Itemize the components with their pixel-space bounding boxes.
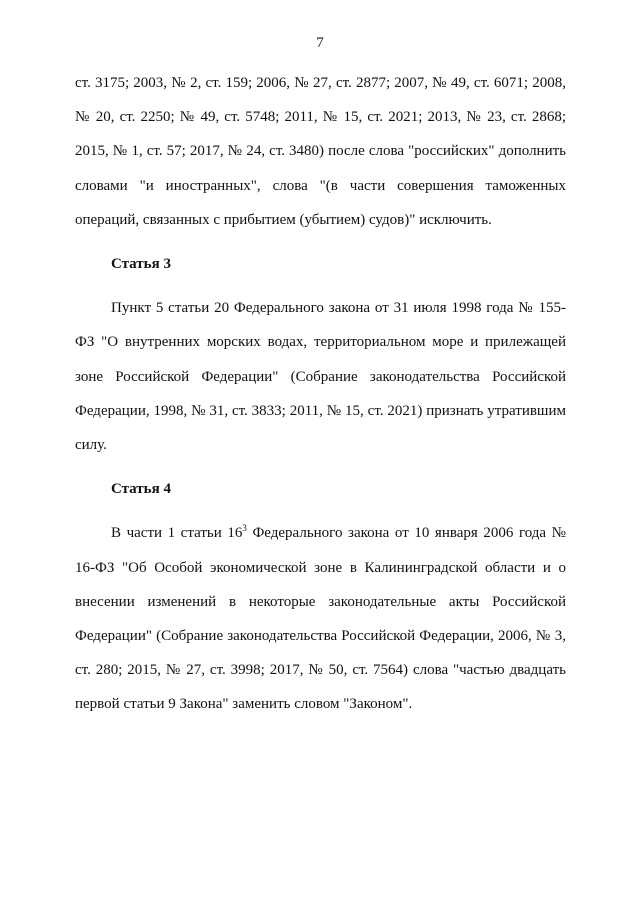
article-3-text: Пункт 5 статьи 20 Федерального закона от 31 июля 1998 года № 155-ФЗ "О внутренних морских водах, территориальном море и прилежащей зоне Российской Федерации" (Собрание законодательства Российской Федерации, 1998, № 31, ст. 3833; 2011, № 15, ст. 2021) признать утратившим силу. <box>75 300 566 454</box>
spacer <box>75 462 566 472</box>
article-4-superscript: 3 <box>242 523 247 534</box>
article-4-text-start: В части 1 статьи 16 <box>111 525 243 542</box>
article-4-heading: Статья 4 <box>111 481 171 498</box>
document-body <box>75 66 566 722</box>
spacer <box>75 281 566 291</box>
page-number: 7 <box>316 35 324 51</box>
spacer <box>75 237 566 247</box>
continuation-paragraph: ст. 3175; 2003, № 2, ст. 159; 2006, № 27, ст. 2877; 2007, № 49, ст. 6071; 2008, № 20, ст. 2250; № 49, ст. 5748; 2011, № 15, ст. 2021; 2013, № 23, ст. 2868; 2015, № 1, ст. 57; 2017, № 24, ст. 3480) после слова "российских" дополнить словами "и иностранных", слова "(в части совершения таможенных операций, связанных с прибытием (убытием) судов)" исключить. <box>75 75 566 228</box>
article-4-text <box>75 516 566 721</box>
article-4-text-end: Федерального закона от 10 января 2006 года № 16-ФЗ "Об Особой экономической зоне в Калининградской области и о внесении изменений в некоторые законодательные акты Российской Федерации" (Собрание законодательства Российской Федерации, 2006, № 3, ст. 280; 2015, № 27, ст. 3998; 2017, № 50, ст. 7564) слова "частью двадцать первой статьи 9 Закона" заменить словом "Законом". <box>75 525 566 713</box>
spacer <box>75 506 566 516</box>
article-3-heading: Статья 3 <box>111 256 171 273</box>
